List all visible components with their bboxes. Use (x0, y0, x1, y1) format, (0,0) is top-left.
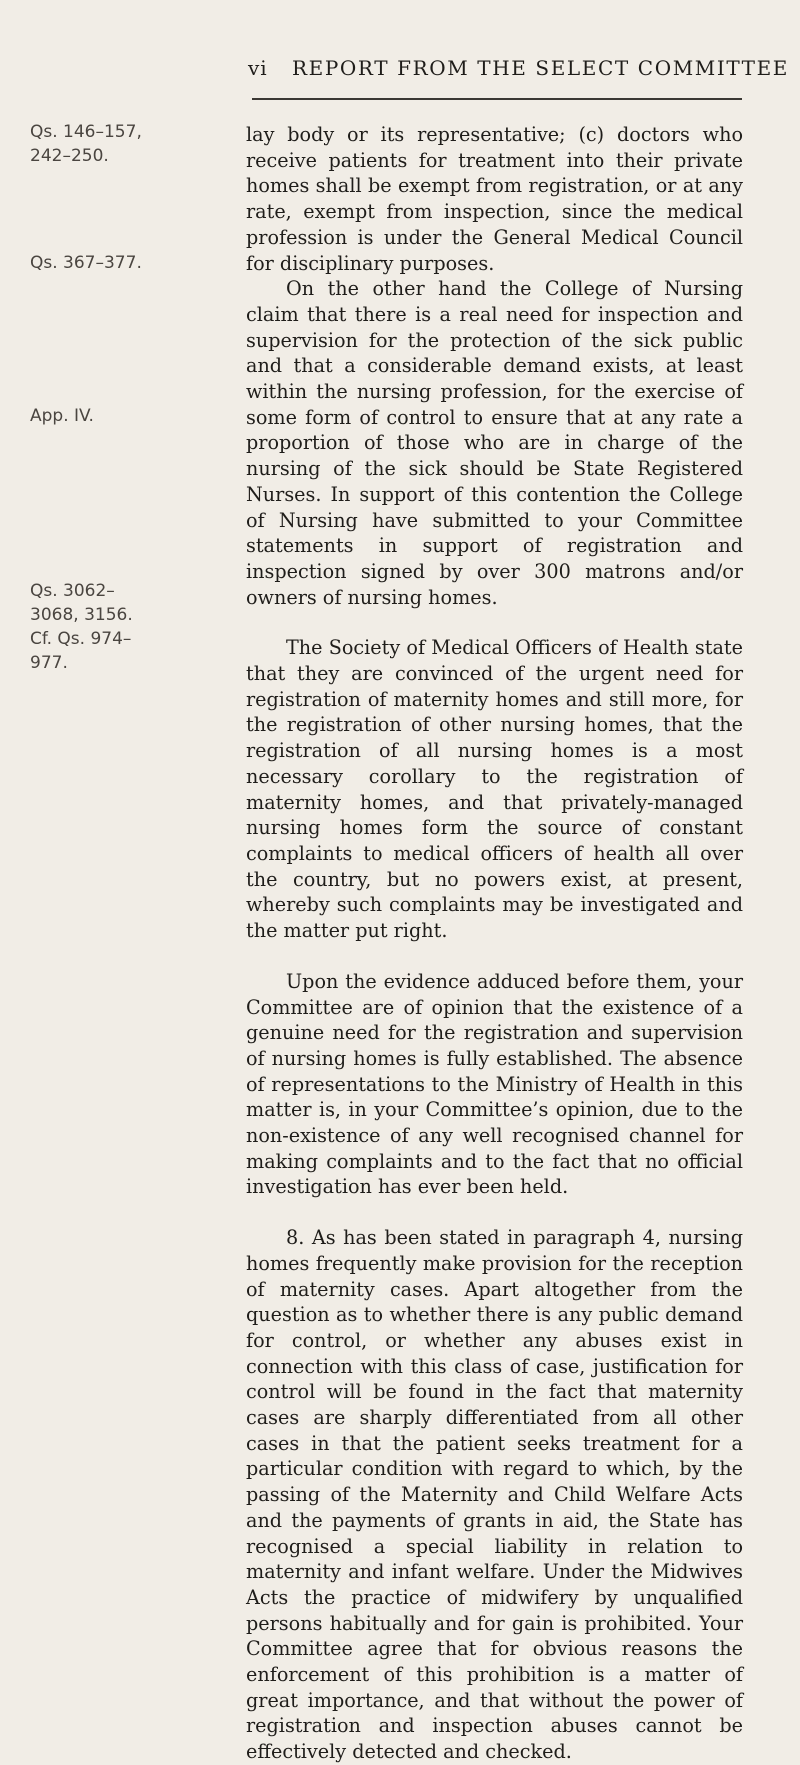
paragraph-college-of-nursing: On the other hand the College of Nursing claim that there is a real need for inspection and supervision for the protection of the sick public and that a considerable demand exists, at least within the nursing profession, for the exercise of some form of control to ensure that at any rate a proportion of those who are in charge of the nursing of the sick should be State Registered Nurses. In support of this contention the College of Nursing have submitted to your Committee statements in support of registration and inspection signed by over 300 matrons and/or owners of nursing homes. (246, 277, 743, 609)
paragraph-continuation: lay body or its representative; (c) doctors who receive patients for treatment into their private homes shall be exempt from registration, or at any rate, exempt from inspection, since the medical profession is under the General Medical Council for disciplinary purposes. (246, 123, 743, 275)
margin-note-977: 977. (30, 653, 68, 673)
paragraph-committee-opinion: Upon the evidence adduced before them, your Committee are of opinion that the existence of a genuine need for the registration and supervision of nursing homes is fully established. The absence of representations to the Ministry of Health in this matter is, in your Committee’s opinion, due to the non-existence of any well recognised channel for making complaints and to the fact that no official investigation has ever been held. (246, 969, 743, 1199)
page-number: vi (248, 56, 268, 80)
margin-note-cf-qs-974: Cf. Qs. 974– (30, 629, 132, 649)
paragraph-8-maternity-cases: 8. As has been stated in paragraph 4, nursing homes frequently make provision for the reception of maternity cases. Apart altogether from the question as to whether there is any public demand for control, or whether any abuses exist in connection with this class of case, justification for control will be found in the fact that maternity cases are sharply differentiated from all other cases in that the patient seeks treatment for a particular condition with regard to which, by the passing of the Maternity and Child Welfare Acts and the payments of grants in aid, the State has recognised a special liability in relation to maternity and infant welfare. Under the Midwives Acts the practice of midwifery by unqualified persons habitually and for gain is prohibited. Your Committee agree that for obvious reasons the enforcement of this prohibition is a matter of great importance, and that without the power of registration and inspection abuses cannot be effectively detected and checked. (246, 1226, 743, 1764)
header-rule (252, 98, 742, 100)
page-header (248, 56, 790, 80)
running-title: REPORT FROM THE SELECT COMMITTEE (292, 56, 790, 80)
body-text (246, 122, 743, 1765)
margin-note-app-iv: App. IV. (30, 406, 94, 426)
margin-note-242-250: 242–250. (30, 146, 109, 166)
margin-note-qs-367-377: Qs. 367–377. (30, 253, 142, 273)
margin-note-qs-146-157: Qs. 146–157, (30, 122, 142, 142)
margin-note-qs-3062: Qs. 3062– (30, 581, 115, 601)
paragraph-society-medical-officers: The Society of Medical Officers of Health state that they are convinced of the urgent need for registration of maternity homes and still more, for the registration of other nursing homes, that the registration of all nursing homes is a most necessary corollary to the registration of maternity homes, and that privately-managed nursing homes form the source of constant complaints to medical officers of health all over the country, but no powers exist, at present, whereby such complaints may be investigated and the matter put right. (246, 636, 743, 943)
margin-note-3068-3156: 3068, 3156. (30, 605, 133, 625)
